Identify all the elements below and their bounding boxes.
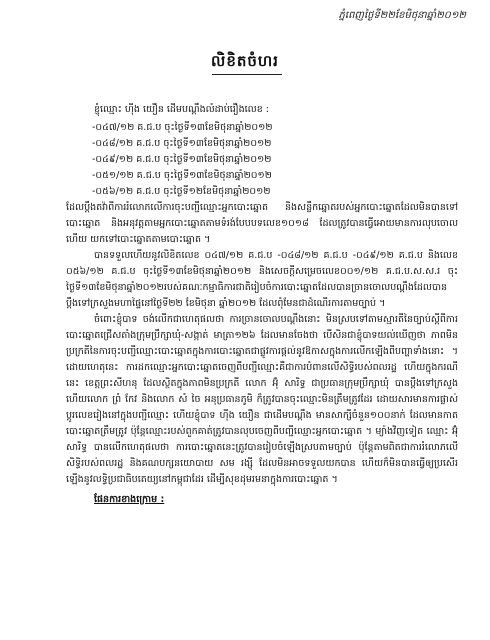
paragraph: ចំពោះខ្ញុំបាទ ចង់លើកជាហេតុផលថា ការច្រានចោលបណ្ដឹងនោះ មិនស្របទៅតាមស្មារតីនៃច្បាប់ស្ដីពីការបោះឆ្នោតជ្រើសតាំងក្រុមប្រឹក្សាឃុំ-សង្កាត់ មាត្រា១២៦ ដែលមានចែងថា បើសិនជាខ្ញុំបាទយល់ឃើញថា ភាពមិនប្រក្រតីនៃការចុះបញ្ជីឈ្មោះបោះឆ្នោតក្នុងការបោះឆ្នោតជាផ្លូវការផ្ដល់នូវឱកាសក្នុងការលើកឡើងពីបញ្ហាទាំងនោះ ។ ដោយហេតុនេះ ការដកឈ្មោះអ្នកបោះឆ្នោតចេញពីបញ្ជីឈ្មោះគឺជាការបំពានលើសិទ្ធិរបស់ពលរដ្ឋ ហើយក្នុងករណីនេះ ខេត្តព្រះសីហនុ ដែលស្ថិតក្នុងភាពមិនប្រក្រតី លោក អ៊ុំ សារិទ្ធ ជាប្រធានក្រុមប្រឹក្សាឃុំ បានប្ដឹងទៅក្រសួង ហើយលោក ព្រំ កែវ និងលោក សំ ចៃ អនុប្រធានភូមិ ក៏ត្រូវបានចុះឈ្មោះមិនត្រឹមត្រូវដែរ ដោយសារមានការផ្លាស់ប្ដូរលេខរៀងនៅក្នុងបញ្ជីឈ្មោះ ហើយខ្ញុំបាទ ហ៊ីង យឿន ជាដើមបណ្ដឹង មានសាក្សីចំនួន១០០នាក់ ដែលមានកាតបោះឆ្នោតត្រឹមត្រូវ ប៉ុន្តែឈ្មោះរបស់ពួកគាត់ត្រូវបានលុបចេញពីបញ្ជីឈ្មោះអ្នកបោះឆ្នោត ។ ម្យ៉ាងវិញទៀត ឈ្មោះ អ៊ុំ សារិទ្ធ បានលើកហេតុផលថា ការបោះឆ្នោតនេះត្រូវបានរៀបចំឡើងស្របតាមច្បាប់ ប៉ុន្តែតាមពិតជាការរំលោភលើសិទ្ធិរបស់ពលរដ្ឋ និងគណបក្សនយោបាយ សម រង្ស៊ី ដែលមិនអាចទទួលយកបាន ហើយក៏មិនបានធ្វើឲ្យប្រសើរឡើងនូវលទ្ធិប្រជាធិបតេយ្យនៅកម្ពុជាដែរ ដើម្បីសុខដុមរមនាក្នុងការបោះឆ្នោត ។ — [66, 314, 458, 485]
reference-item: -០៤៧/១២ គ.ជ.ប ចុះថ្ងៃទី១៣ខែមិថុនាឆ្នាំ២០១២ — [92, 122, 273, 133]
paragraph: បានទទួលហើយនូវលិខិតលេខ ០៤៧/១២ គ.ជ.ប -០៤៨/១២ គ.ជ.ប -០៤៩/១២ គ.ជ.ប និងលេខ ០៥៦/១២ គ.ជ.ប ចុះថ្ងៃទី១៣ខែមិថុនាឆ្នាំ២០១២ និងសេចក្ដីសម្រេចលេខ០០១/១២ គ.ជ.ប.ស.ស.រ ចុះថ្ងៃទី១៣ខែមិថុនាឆ្នាំ២០១២របស់គណៈកម្មាធិការជាតិរៀបចំការបោះឆ្នោតដែលបានច្រានចោលបណ្ដឹងដែលបានប្ដឹងទៅក្រសួងមហាផ្ទៃនៅថ្ងៃទី២២ ខែមិថុនា ឆ្នាំ២០១២ ដែលពុំមែនជាដំណើរការតាមច្បាប់ ។ — [66, 250, 458, 309]
reference-item: -០៥៦/១២ គ.ជ.ប ចុះថ្ងៃទី១២ខែមិថុនាឆ្នាំ២០១២ — [92, 186, 271, 197]
date-note: ភ្នំពេញថ្ងៃទី២២ខែមិថុនាឆ្នាំ២០១២ — [338, 10, 466, 21]
document-body — [66, 102, 458, 508]
section-heading: ផែនការខាងក្រោម : — [94, 494, 165, 505]
paragraph: ដែលប្ដឹងតវ៉ាពីការរំលោភលើការចុះបញ្ជីឈ្មោះអ្នកបោះឆ្នោត និងសន្លឹកឆ្នោតរបស់អ្នកបោះឆ្នោតដែលមិនបានទៅបោះឆ្នោត និងអនុវត្តតាមអ្នកបោះឆ្នោតតាមទំរង់បែបបទលេខ១០១៨ ដែលត្រូវបានធ្វើអោយមានការលុបចោលហើយ យកទៅបោះឆ្នោតតាមបោះឆ្នោត ។ — [66, 202, 458, 245]
document-title: លិខិតចំហរ — [211, 52, 279, 70]
reference-list — [66, 120, 458, 200]
reference-item: -០៤៨/១២ គ.ជ.ប ចុះថ្ងៃទី១៣ខែមិថុនាឆ្នាំ២០១២ — [92, 138, 272, 149]
title-underline — [212, 74, 282, 75]
reference-item: -០៤៩/១២ គ.ជ.ប ចុះថ្ងៃទី១៣ខែមិថុនាឆ្នាំ២០១២ — [92, 154, 272, 165]
reference-item: -០៥១/១២ គ.ជ.ប ចុះថ្ងៃទី១៣ខែមិថុនាឆ្នាំ២០១២ — [92, 170, 272, 181]
intro-line: ខ្ញុំឈ្មោះ ហ៊ីង យឿន ដើមបណ្ដឹងលំដាប់រឿងលេខ : — [94, 104, 269, 115]
